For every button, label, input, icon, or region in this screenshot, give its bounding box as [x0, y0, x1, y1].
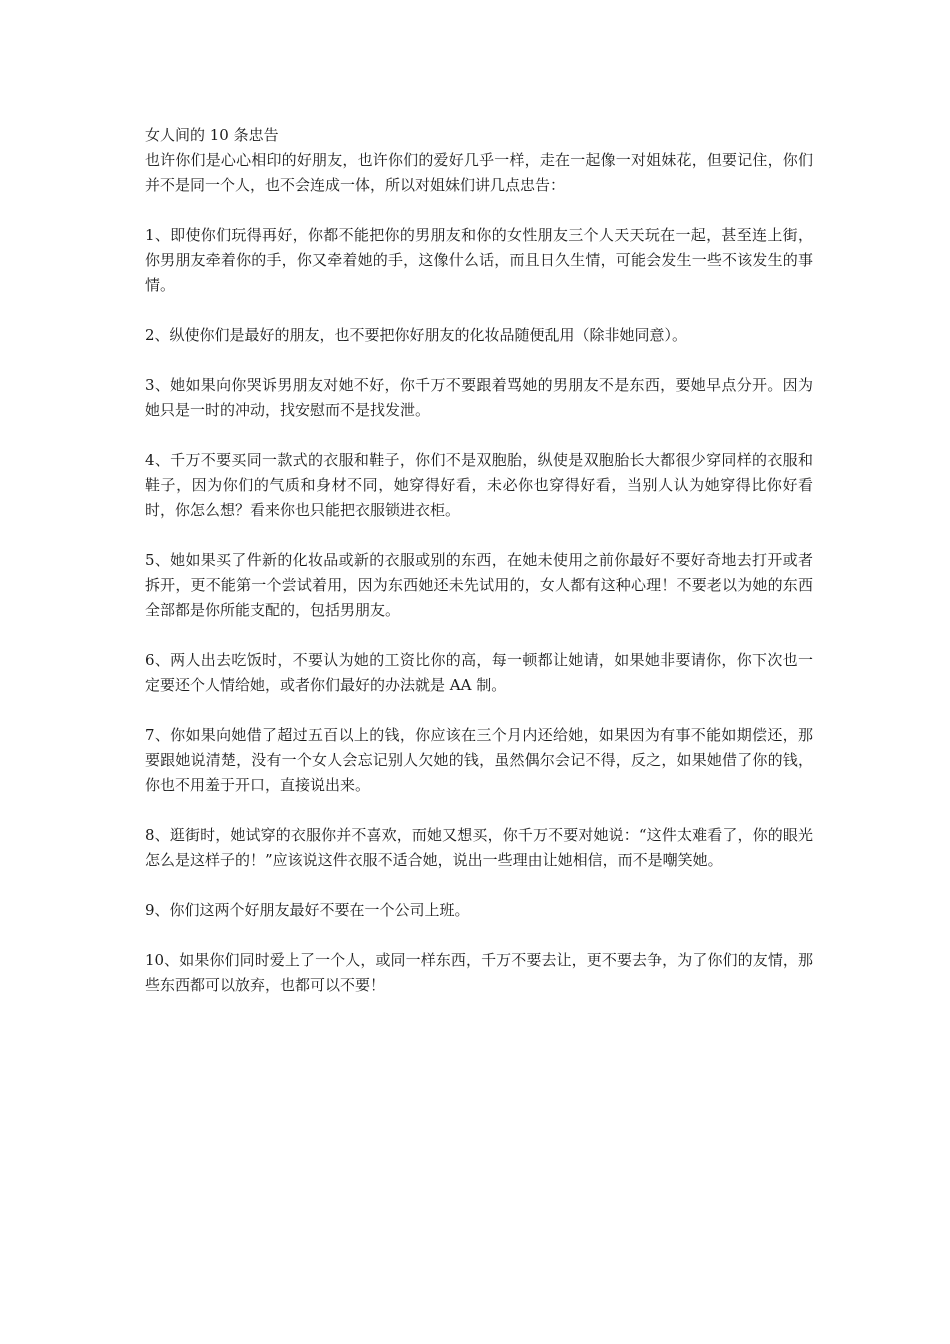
- tip-paragraph: 9、你们这两个好朋友最好不要在一个公司上班。: [145, 901, 470, 919]
- tip-paragraph: 7、你如果向她借了超过五百以上的钱，你应该在三个月内还给她，如果因为有事不能如期偿还，那要跟她说清楚，没有一个女人会忘记别人欠她的钱，虽然偶尔会记不得，反之，如果她借了你的钱，你也不用羞于开口，直接说出来。: [145, 726, 813, 794]
- document-intro: 也许你们是心心相印的好朋友，也许你们的爱好几乎一样，走在一起像一对姐妹花，但要记住，你们并不是同一个人，也不会连成一体，所以对姐妹们讲几点忠告：: [145, 151, 813, 194]
- document-page: [145, 123, 813, 1023]
- tip-paragraph: 8、逛街时，她试穿的衣服你并不喜欢，而她又想买，你千万不要对她说：“这件太难看了，你的眼光怎么是这样子的！”应该说这件衣服不适合她，说出一些理由让她相信，而不是嘲笑她。: [145, 826, 813, 869]
- document-title: 女人间的 10 条忠告: [145, 126, 279, 144]
- tip-paragraph: 3、她如果向你哭诉男朋友对她不好，你千万不要跟着骂她的男朋友不是东西，要她早点分开。因为她只是一时的冲动，找安慰而不是找发泄。: [145, 376, 813, 419]
- tip-paragraph: 1、即使你们玩得再好，你都不能把你的男朋友和你的女性朋友三个人天天玩在一起，甚至连上街，你男朋友牵着你的手，你又牵着她的手，这像什么话，而且日久生情，可能会发生一些不该发生的事情。: [145, 226, 813, 294]
- tip-paragraph: 10、如果你们同时爱上了一个人，或同一样东西，千万不要去让，更不要去争，为了你们的友情，那些东西都可以放弃，也都可以不要！: [145, 951, 813, 994]
- tip-paragraph: 5、她如果买了件新的化妆品或新的衣服或别的东西，在她未使用之前你最好不要好奇地去打开或者拆开，更不能第一个尝试着用，因为东西她还未先试用的，女人都有这种心理！不要老以为她的东西全部都是你所能支配的，包括男朋友。: [145, 551, 813, 619]
- tip-paragraph: 6、两人出去吃饭时，不要认为她的工资比你的高，每一顿都让她请，如果她非要请你，你下次也一定要还个人情给她，或者你们最好的办法就是 AA 制。: [145, 651, 813, 694]
- tip-paragraph: 2、纵使你们是最好的朋友，也不要把你好朋友的化妆品随便乱用（除非她同意）。: [145, 326, 688, 344]
- tip-paragraph: 4、千万不要买同一款式的衣服和鞋子，你们不是双胞胎，纵使是双胞胎长大都很少穿同样的衣服和鞋子，因为你们的气质和身材不同，她穿得好看，未必你也穿得好看，当别人认为她穿得比你好看时，你怎么想？看来你也只能把衣服锁进衣柜。: [145, 451, 813, 519]
